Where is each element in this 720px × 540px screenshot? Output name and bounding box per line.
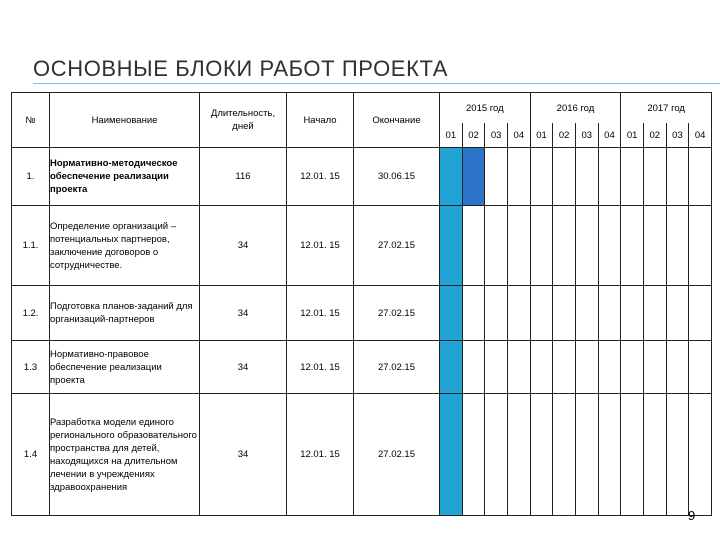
gantt-cell	[440, 148, 463, 206]
project-work-table	[11, 92, 712, 516]
row-duration: 34	[200, 341, 287, 394]
gantt-cell	[462, 286, 485, 341]
quarter-cell: 04	[689, 123, 712, 148]
gantt-cell	[462, 394, 485, 516]
title-underline	[33, 83, 720, 84]
gantt-cell	[666, 206, 689, 286]
gantt-cell	[575, 286, 598, 341]
gantt-cell	[440, 206, 463, 286]
quarter-cell: 02	[553, 123, 576, 148]
quarter-cell: 03	[575, 123, 598, 148]
gantt-cell	[485, 286, 508, 341]
gantt-cell	[598, 341, 621, 394]
row-end: 27.02.15	[354, 394, 440, 516]
gantt-cell	[621, 206, 644, 286]
table-row	[12, 341, 712, 394]
row-start: 12.01. 15	[287, 394, 354, 516]
gantt-cell	[530, 286, 553, 341]
gantt-cell	[575, 341, 598, 394]
gantt-cell	[666, 341, 689, 394]
gantt-cell	[643, 286, 666, 341]
quarter-cell: 01	[530, 123, 553, 148]
year-2016: 2016 год	[530, 93, 621, 124]
gantt-cell	[643, 206, 666, 286]
row-end: 27.02.15	[354, 341, 440, 394]
row-duration: 34	[200, 394, 287, 516]
gantt-cell	[553, 206, 576, 286]
row-name: Подготовка планов-заданий для организаций-партнеров	[50, 286, 200, 341]
row-duration: 34	[200, 286, 287, 341]
gantt-cell	[689, 286, 712, 341]
row-duration: 34	[200, 206, 287, 286]
gantt-cell	[598, 206, 621, 286]
header-start: Начало	[287, 93, 354, 148]
row-start: 12.01. 15	[287, 206, 354, 286]
gantt-cell	[485, 341, 508, 394]
header-duration: Длительность, дней	[200, 93, 287, 148]
header-num: №	[12, 93, 50, 148]
year-2017: 2017 год	[621, 93, 712, 124]
gantt-cell	[507, 206, 530, 286]
gantt-cell	[485, 206, 508, 286]
gantt-cell	[666, 394, 689, 516]
row-num: 1.2.	[12, 286, 50, 341]
gantt-cell	[621, 341, 644, 394]
header-end: Окончание	[354, 93, 440, 148]
gantt-cell	[643, 148, 666, 206]
quarter-cell: 04	[507, 123, 530, 148]
gantt-cell	[621, 394, 644, 516]
row-name: Определение организаций –потенциальных партнеров, заключение договоров о сотрудничестве.	[50, 206, 200, 286]
gantt-cell	[462, 341, 485, 394]
row-duration: 116	[200, 148, 287, 206]
row-start: 12.01. 15	[287, 341, 354, 394]
gantt-cell	[507, 341, 530, 394]
table-row	[12, 148, 712, 206]
gantt-cell	[575, 148, 598, 206]
gantt-cell	[440, 286, 463, 341]
page-number: 9	[688, 508, 696, 523]
row-name: Разработка модели единого регионального образовательного пространства для детей, находящихся на длительном лечении в учреждениях здравоохранения	[50, 394, 200, 516]
gantt-cell	[507, 394, 530, 516]
row-end: 27.02.15	[354, 286, 440, 341]
gantt-cell	[530, 206, 553, 286]
gantt-cell	[689, 341, 712, 394]
gantt-cell	[462, 148, 485, 206]
gantt-cell	[485, 394, 508, 516]
gantt-cell	[598, 394, 621, 516]
quarter-cell: 01	[621, 123, 644, 148]
gantt-cell	[598, 148, 621, 206]
row-num: 1.4	[12, 394, 50, 516]
quarter-cell: 03	[666, 123, 689, 148]
gantt-cell	[507, 286, 530, 341]
gantt-cell	[553, 148, 576, 206]
header-name: Наименование	[50, 93, 200, 148]
row-name: Нормативно-правовое обеспечение реализации проекта	[50, 341, 200, 394]
gantt-cell	[666, 286, 689, 341]
row-end: 27.02.15	[354, 206, 440, 286]
gantt-cell	[643, 394, 666, 516]
gantt-cell	[643, 341, 666, 394]
row-start: 12.01. 15	[287, 148, 354, 206]
quarter-cell: 03	[485, 123, 508, 148]
gantt-cell	[553, 341, 576, 394]
gantt-cell	[440, 394, 463, 516]
table-row	[12, 206, 712, 286]
gantt-cell	[507, 148, 530, 206]
table-row	[12, 286, 712, 341]
quarter-cell: 02	[643, 123, 666, 148]
gantt-cell	[621, 286, 644, 341]
quarter-cell: 01	[440, 123, 463, 148]
quarter-cell: 02	[462, 123, 485, 148]
gantt-cell	[553, 394, 576, 516]
gantt-cell	[485, 148, 508, 206]
gantt-cell	[530, 341, 553, 394]
row-num: 1.	[12, 148, 50, 206]
gantt-cell	[621, 148, 644, 206]
row-num: 1.3	[12, 341, 50, 394]
gantt-cell	[666, 148, 689, 206]
year-2015: 2015 год	[440, 93, 531, 124]
gantt-cell	[598, 286, 621, 341]
gantt-cell	[689, 148, 712, 206]
row-num: 1.1.	[12, 206, 50, 286]
row-name: Нормативно-методическое обеспечение реализации проекта	[50, 148, 200, 206]
page-title: ОСНОВНЫЕ БЛОКИ РАБОТ ПРОЕКТА	[33, 56, 449, 81]
gantt-cell	[462, 206, 485, 286]
quarter-cell: 04	[598, 123, 621, 148]
gantt-cell	[575, 394, 598, 516]
row-end: 30.06.15	[354, 148, 440, 206]
table-row	[12, 394, 712, 516]
gantt-cell	[575, 206, 598, 286]
gantt-cell	[689, 394, 712, 516]
gantt-cell	[530, 148, 553, 206]
gantt-cell	[553, 286, 576, 341]
row-start: 12.01. 15	[287, 286, 354, 341]
gantt-cell	[689, 206, 712, 286]
gantt-cell	[530, 394, 553, 516]
gantt-cell	[440, 341, 463, 394]
